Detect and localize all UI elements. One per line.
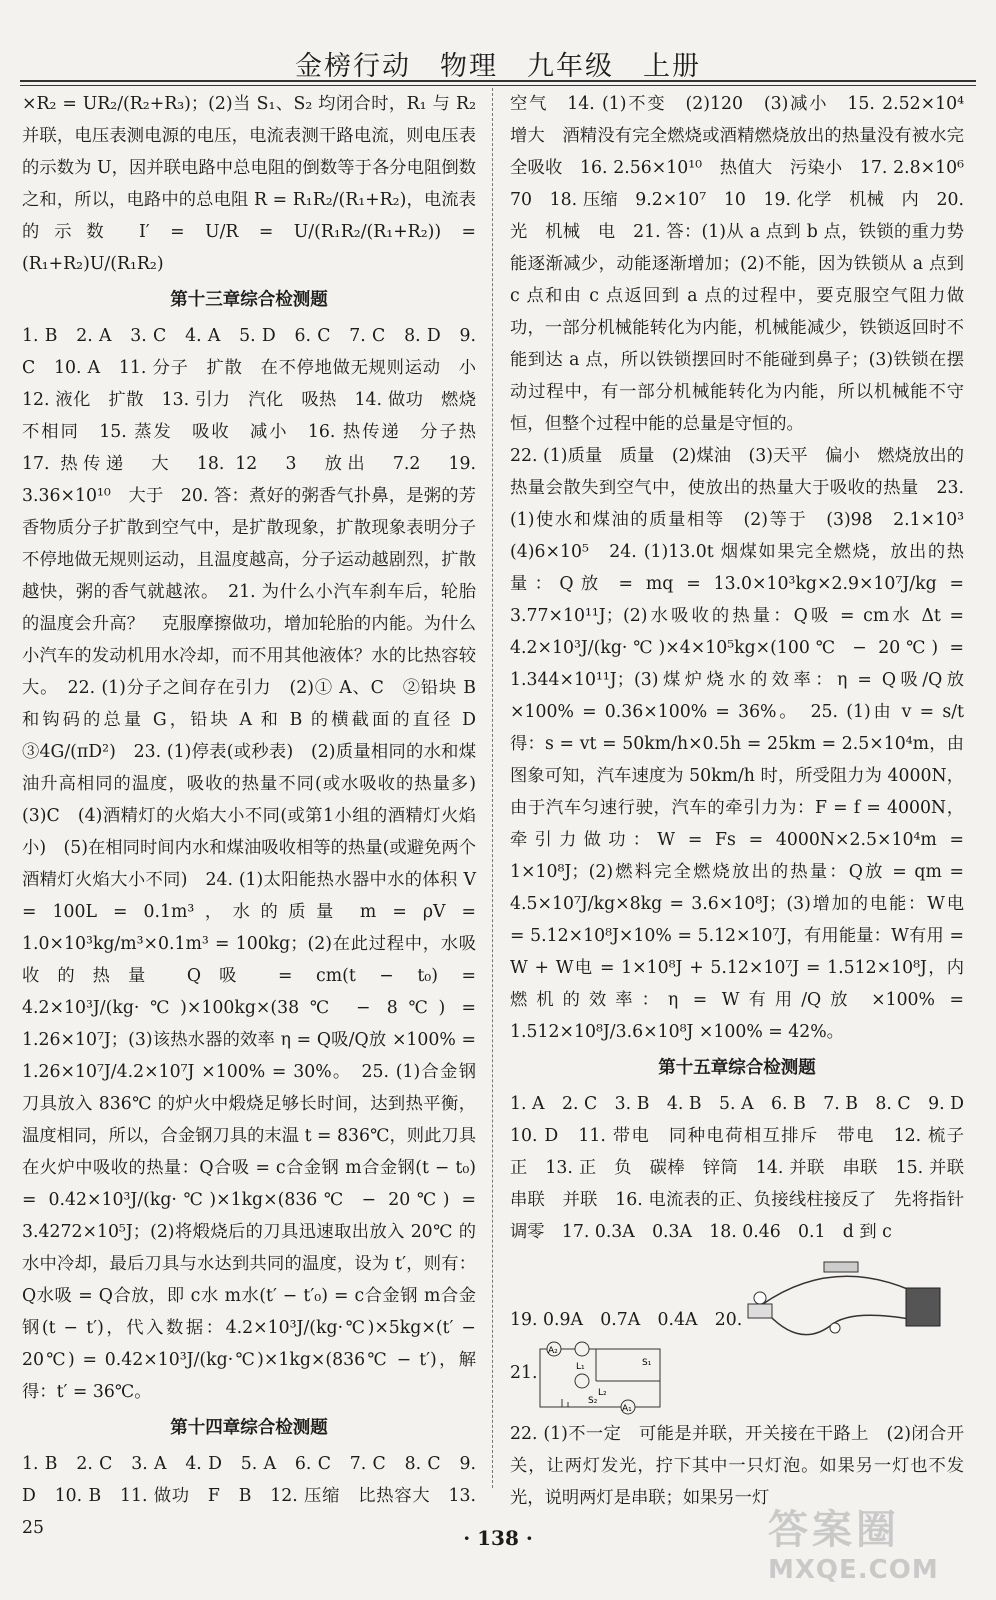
left-column xyxy=(22,88,494,1544)
figure-q20 xyxy=(510,1248,964,1343)
answer-text: 1. A 2. C 3. B 4. B 5. A 6. B 7. B 8. C 9. D 10. D 11. 带电 同种电荷相互排斥 带电 12. 梳子 正 13. 正 负 碳棒 锌筒 14. 并联 串联 15. 并联 串联 并联 16. 电流表的正、负接线柱接反了 先将指针调零 17. 0.3A 0.3A 18. 0.46 0.1 d 到 c xyxy=(510,1094,982,1242)
watermark-logo xyxy=(768,1505,978,1593)
watermark-text: 答案圈 xyxy=(768,1507,900,1553)
circuit-diagram-icon xyxy=(532,1339,667,1417)
page-header: 金榜行动 物理 九年级 上册 xyxy=(295,51,701,82)
answer-text: 空气 14. (1)不变 (2)120 (3)减小 15. 2.52×10⁴ 增大 酒精没有完全燃烧或酒精燃烧放出的热量没有被水完全吸收 16. 2.56×10¹⁰ 热值大 污染小 17. 2.8×10⁶ 70 18. 压缩 9.2×10⁷ 10 19. 化学 机械 内 20. 光 机械 电 21. 答：(1)从 a 点到 b 点，铁锁的重力势能逐渐减少，动能逐渐增加；(2)不能，因为铁锁从 a 点到 c 点和由 c 点返回到 a 点的过程中，要克服空气阻力做功，一部分机械能转化为内能，机械能减少，铁锁返回时不能到达 a 点，所以铁锁摆回时不能碰到鼻子；(3)铁锁在摆动过程中，有一部分机械能转化为内能，所以机械能不守恒，但整个过程中能的总量是守恒的。 xyxy=(510,94,982,434)
figure-q21 xyxy=(510,1343,964,1418)
page-number: · 138 · xyxy=(463,1526,533,1550)
circuit-drawing-icon xyxy=(740,1248,960,1343)
answer-text: 1. B 2. A 3. C 4. A 5. D 6. C 7. C 8. D 9. C 10. A 11. 分子 扩散 在不停地做无规则运动 小 12. 液化 扩散 13. 引力 汽化 吸热 14. 做功 燃烧 不相同 15. 蒸发 吸收 减小 16. 热传递 分子热 17. 热传递 大 18. 12 3 放出 7.2 19. 3.36×10¹⁰ 大于 20. 答：煮好的粥香气扑鼻，是粥的芳香物质分子扩散到空气中，是扩散现象，扩散现象表明分子不停地做无规则运动，且温度越高，分子运动越剧烈，扩散越快，粥的香气就越浓。 21. 为什么小汽车刹车后，轮胎的温度会升高？ 克服摩擦做功，增加轮胎的内能。为什么小汽车的发动机用水冷却，而不用其他液体？水的比热容较大。 22. (1)分子之间存在引力 (2)① A、C ②铅块 B 和钩码的总量 G，铅块 A 和 B 的横截面的直径 D ③4G/(πD²) 23. (1)停表(或秒表) (2)质量相同的水和煤油升高相同的温度，吸收的热量不同(或水吸收的热量多) (3)C (4)酒精灯的火焰大小不同(或第1小组的酒精灯火焰小) (5)在相同时间内水和煤油吸收相等的热量(或避免两个酒精灯火焰大小不同) 24. (1)太阳能热水器中水的体积 V = 100L = 0.1m³，水的质量 m = ρV = 1.0×10³kg/m³×0.1m³ = 100kg；(2)在此过程中，水吸收的热量 Q吸 = cm(t − t₀) = 4.2×10³J/(kg·℃)×100kg×(38℃ − 8℃) = 1.26×10⁷J；(3)该热水器的效率 η = Q吸/Q放 ×100% = 1.26×10⁷J/4.2×10⁷J ×100% = 30%。 25. (1)合金钢刀具放入 836℃ 的炉火中煅烧足够长时间，达到热平衡，温度相同，所以，合金钢刀具的末温 t = 836℃，则此刀具在火炉中吸收的热量：Q合吸 = c合金钢 m合金钢(t − t₀) = 0.42×10³J/(kg·℃)×1kg×(836℃ − 20℃) = 3.4272×10⁵J；(2)将煅烧后的刀具迅速取出放入 20℃ 的水中冷却，最后刀具与水达到共同的温度，设为 t′，则有：Q水吸 = Q合放，即 c水 m水(t′ − t′₀) = c合金钢 m合金钢(t − t′)，代入数据：4.2×10³J/(kg·℃)×5kg×(t′ − 20℃) = 0.42×10³J/(kg·℃)×1kg×(836℃ − t′)，解得：t′ = 36℃。 xyxy=(22,326,494,1402)
header-rule xyxy=(20,80,976,82)
right-column xyxy=(510,88,982,1514)
watermark-url: MXQE.COM xyxy=(768,1555,939,1585)
ammeter-a1-label: A₁ xyxy=(622,1404,632,1414)
lamp-l1-label: L₁ xyxy=(576,1362,585,1372)
section-title: 第十三章综合检测题 xyxy=(170,290,328,310)
answer-text: 22. (1)质量 质量 (2)煤油 (3)天平 偏小 燃烧放出的热量会散失到空气中，使放出的热量大于吸收的热量 23. (1)使水和煤油的质量相等 (2)等于 (3)98 2.1×10³ (4)6×10⁵ 24. (1)13.0t 烟煤如果完全燃烧，放出的热量：Q放 = mq = 13.0×10³kg×2.9×10⁷J/kg = 3.77×10¹¹J；(2)水吸收的热量：Q吸 = cm水 Δt = 4.2×10³J/(kg·℃)×4×10⁵kg×(100℃ − 20℃) = 1.344×10¹¹J；(3)煤炉烧水的效率：η = Q吸/Q放 ×100% = 0.36×100% = 36%。 25. (1)由 v = s/t 得：s = vt = 50km/h×0.5h = 25km = 2.5×10⁴m，由图象可知，汽车速度为 50km/h 时，所受阻力为 4000N，由于汽车匀速行驶，汽车的牵引力为：F = f = 4000N，牵引力做功：W = Fs = 4000N×2.5×10⁴m = 1×10⁸J；(2)燃料完全燃烧放出的热量：Q放 = qm = 4.5×10⁷J/kg×8kg = 3.6×10⁸J；(3)增加的电能：W电 = 5.12×10⁸J×10% = 5.12×10⁷J，有用能量：W有用 = W + W电 = 1×10⁸J + 5.12×10⁷J = 1.512×10⁸J，内燃机的效率：η = W有用/Q放 ×100% = 1.512×10⁸J/3.6×10⁸J ×100% = 42%。 xyxy=(510,446,982,1042)
switch-s1-label: S₁ xyxy=(642,1358,652,1368)
answer-text: 19. 0.9A 0.7A 0.4A 20. xyxy=(510,1310,743,1330)
answer-text: ×R₂ = UR₂/(R₂+R₃)；(2)当 S₁、S₂ 均闭合时，R₁ 与 R₂ 并联，电压表测电源的电压，电流表测干路电流，则电压表的示数为 U，因并联电路中总电阻的倒数等于各分电阻倒数之和，所以，电路中的总电阻 R = R₁R₂/(R₁+R₂)，电流表的示数 I′ = U/R = U/(R₁R₂/(R₁+R₂)) = (R₁+R₂)U/(R₁R₂) xyxy=(22,94,476,274)
answer-text: 21. xyxy=(510,1363,538,1383)
answer-text: 22. (1)不一定 可能是并联，开关接在干路上 (2)闭合开关，让两灯发光，拧下其中一只灯泡。如果另一灯也不发光，说明两灯是串联；如果另一灯 xyxy=(510,1424,964,1508)
lamp-l2-label: L₂ xyxy=(598,1388,607,1398)
answer-text: 1. B 2. C 3. A 4. D 5. A 6. C 7. C 8. C 9. D 10. B 11. 做功 F B 12. 压缩 比热容大 13. 25 xyxy=(22,1454,476,1538)
section-title: 第十四章综合检测题 xyxy=(170,1418,328,1438)
section-title: 第十五章综合检测题 xyxy=(658,1058,816,1078)
switch-s2-label: S₂ xyxy=(588,1396,598,1406)
header-rule-thin xyxy=(20,85,976,86)
column-divider xyxy=(492,88,493,1488)
ammeter-a2-label: A₂ xyxy=(548,1346,558,1356)
